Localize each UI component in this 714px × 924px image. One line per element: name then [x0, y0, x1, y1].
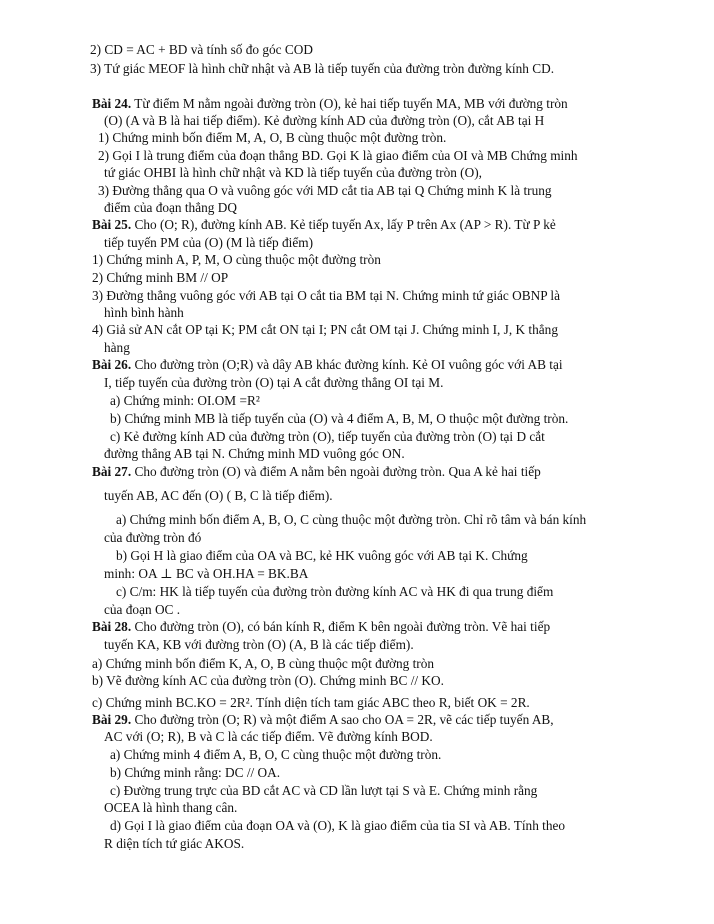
text-line: [110, 429, 545, 445]
line-text: hình bình hành: [104, 305, 184, 320]
line-text: b) Chứng minh MB là tiếp tuyến của (O) và 4 điểm A, B, M, O thuộc một đường tròn.: [110, 411, 569, 426]
exercise-number: Bài 25.: [92, 217, 132, 232]
text-line: [104, 836, 244, 852]
text-line: [92, 270, 228, 286]
line-text: Cho đường tròn (O) và điểm A nằm bên ngoài đường tròn. Qua A kẻ hai tiếp: [131, 464, 541, 479]
text-line: [90, 61, 554, 77]
line-text: Cho đường tròn (O), có bán kính R, điểm K bên ngoài đường tròn. Vẽ hai tiếp: [131, 619, 551, 634]
text-line: [104, 446, 405, 462]
text-line: [104, 165, 482, 181]
text-line: [104, 340, 130, 356]
text-line: [92, 322, 558, 338]
text-line: [104, 305, 184, 321]
line-text: điểm của đoạn thẳng DQ: [104, 200, 237, 215]
line-text: b) Gọi H là giao điểm của OA và BC, kẻ HK vuông góc với AB tại K. Chứng: [116, 548, 528, 563]
exercise-heading-line: [92, 357, 563, 373]
line-text: c) Đường trung trực của BD cắt AC và CD lần lượt tại S và E. Chứng minh rằng: [110, 783, 538, 798]
text-line: [110, 818, 565, 834]
exercise-heading-line: [92, 619, 550, 635]
text-line: [98, 183, 552, 199]
text-line: [104, 566, 308, 582]
line-text: minh: OA ⊥ BC và OH.HA = BK.BA: [104, 566, 309, 581]
line-text: (O) (A và B là hai tiếp điểm). Kẻ đường kính AD của đường tròn (O), cắt AB tại H: [104, 113, 545, 128]
text-line: [92, 673, 444, 689]
exercise-heading-line: [92, 96, 568, 112]
line-text: 4) Giả sử AN cắt OP tại K; PM cắt ON tại I; PN cắt OM tại J. Chứng minh I, J, K thẳng: [92, 322, 558, 337]
line-text: của đoạn OC .: [104, 602, 181, 617]
text-line: [90, 42, 313, 58]
text-line: [116, 548, 528, 564]
exercise-number: Bài 29.: [92, 712, 132, 727]
text-line: [104, 637, 414, 653]
text-line: [116, 584, 553, 600]
exercise-number: Bài 28.: [92, 619, 132, 634]
line-text: Cho đường tròn (O; R) và một điểm A sao cho OA = 2R, vẽ các tiếp tuyến AB,: [131, 712, 554, 727]
text-line: [116, 512, 586, 528]
text-line: [98, 130, 446, 146]
exercise-number: Bài 26.: [92, 357, 132, 372]
text-line: [104, 113, 544, 129]
text-line: [104, 375, 443, 391]
text-line: [110, 411, 568, 427]
line-text: R diện tích tứ giác AKOS.: [104, 836, 245, 851]
text-line: [110, 393, 260, 409]
line-text: tiếp tuyến PM của (O) (M là tiếp điểm): [104, 235, 314, 250]
line-text: a) Chứng minh: OI.OM =R²: [110, 393, 260, 408]
text-line: [110, 747, 441, 763]
line-text: c) Chứng minh BC.KO = 2R². Tính diện tích tam giác ABC theo R, biết OK = 2R.: [92, 695, 530, 710]
line-text: 3) Tứ giác MEOF là hình chữ nhật và AB là tiếp tuyến của đường tròn đường kính CD.: [90, 61, 555, 76]
line-text: hàng: [104, 340, 130, 355]
line-text: b) Vẽ đường kính AC của đường tròn (O). Chứng minh BC // KO.: [92, 673, 444, 688]
line-text: a) Chứng minh bốn điểm K, A, O, B cùng thuộc một đường tròn: [92, 656, 435, 671]
line-text: AC với (O; R), B và C là các tiếp điểm. Vẽ đường kính BOD.: [104, 729, 433, 744]
line-text: 3) Đường thẳng qua O và vuông góc với MD cắt tia AB tại Q Chứng minh K là trung: [98, 183, 552, 198]
line-text: d) Gọi I là giao điểm của đoạn OA và (O), K là giao điểm của tia SI và AB. Tính theo: [110, 818, 566, 833]
text-line: [104, 488, 333, 504]
line-text: tứ giác OHBI là hình chữ nhật và KD là tiếp tuyến của đường tròn (O),: [104, 165, 482, 180]
line-text: 3) Đường thẳng vuông góc với AB tại O cắt tia BM tại N. Chứng minh tứ giác OBNP là: [92, 288, 561, 303]
line-text: Cho (O; R), đường kính AB. Kẻ tiếp tuyến Ax, lấy P trên Ax (AP > R). Từ P kẻ: [131, 217, 556, 232]
line-text: a) Chứng minh bốn điểm A, B, O, C cùng thuộc một đường tròn. Chỉ rõ tâm và bán kính: [116, 512, 587, 527]
exercise-number: Bài 27.: [92, 464, 132, 479]
text-line: [104, 235, 313, 251]
text-line: [104, 530, 201, 546]
text-line: [110, 783, 537, 799]
text-line: [104, 800, 237, 816]
text-line: [92, 288, 560, 304]
text-line: [92, 656, 434, 672]
text-line: [98, 148, 578, 164]
text-line: [110, 765, 280, 781]
text-line: [92, 695, 530, 711]
exercise-heading-line: [92, 712, 554, 728]
text-line: [104, 729, 433, 745]
line-text: đường thẳng AB tại N. Chứng minh MD vuông góc ON.: [104, 446, 405, 461]
line-text: I, tiếp tuyến của đường tròn (O) tại A cắt đường thẳng OI tại M.: [104, 375, 444, 390]
line-text: OCEA là hình thang cân.: [104, 800, 238, 815]
text-line: [104, 602, 180, 618]
line-text: của đường tròn đó: [104, 530, 202, 545]
exercise-heading-line: [92, 464, 541, 480]
text-line: [104, 200, 237, 216]
line-text: c) C/m: HK là tiếp tuyến của đường tròn đường kính AC và HK đi qua trung điểm: [116, 584, 554, 599]
line-text: 2) CD = AC + BD và tính số đo góc COD: [90, 42, 313, 57]
line-text: tuyến AB, AC đến (O) ( B, C là tiếp điểm).: [104, 488, 333, 503]
line-text: a) Chứng minh 4 điểm A, B, O, C cùng thuộc một đường tròn.: [110, 747, 442, 762]
exercise-number: Bài 24.: [92, 96, 132, 111]
line-text: 1) Chứng minh bốn điểm M, A, O, B cùng thuộc một đường tròn.: [98, 130, 447, 145]
exercise-heading-line: [92, 217, 556, 233]
line-text: Từ điểm M nằm ngoài đường tròn (O), kẻ hai tiếp tuyến MA, MB với đường tròn: [131, 96, 568, 111]
text-line: [92, 252, 381, 268]
line-text: 2) Chứng minh BM // OP: [92, 270, 229, 285]
line-text: tuyến KA, KB với đường tròn (O) (A, B là các tiếp điểm).: [104, 637, 414, 652]
line-text: c) Kẻ đường kính AD của đường tròn (O), tiếp tuyến của đường tròn (O) tại D cắt: [110, 429, 545, 444]
line-text: b) Chứng minh rằng: DC // OA.: [110, 765, 281, 780]
line-text: 1) Chứng minh A, P, M, O cùng thuộc một đường tròn: [92, 252, 381, 267]
line-text: 2) Gọi I là trung điểm của đoạn thẳng BD. Gọi K là giao điểm của OI và MB Chứng minh: [98, 148, 578, 163]
line-text: Cho đường tròn (O;R) và dây AB khác đường kính. Kẻ OI vuông góc với AB tại: [131, 357, 563, 372]
